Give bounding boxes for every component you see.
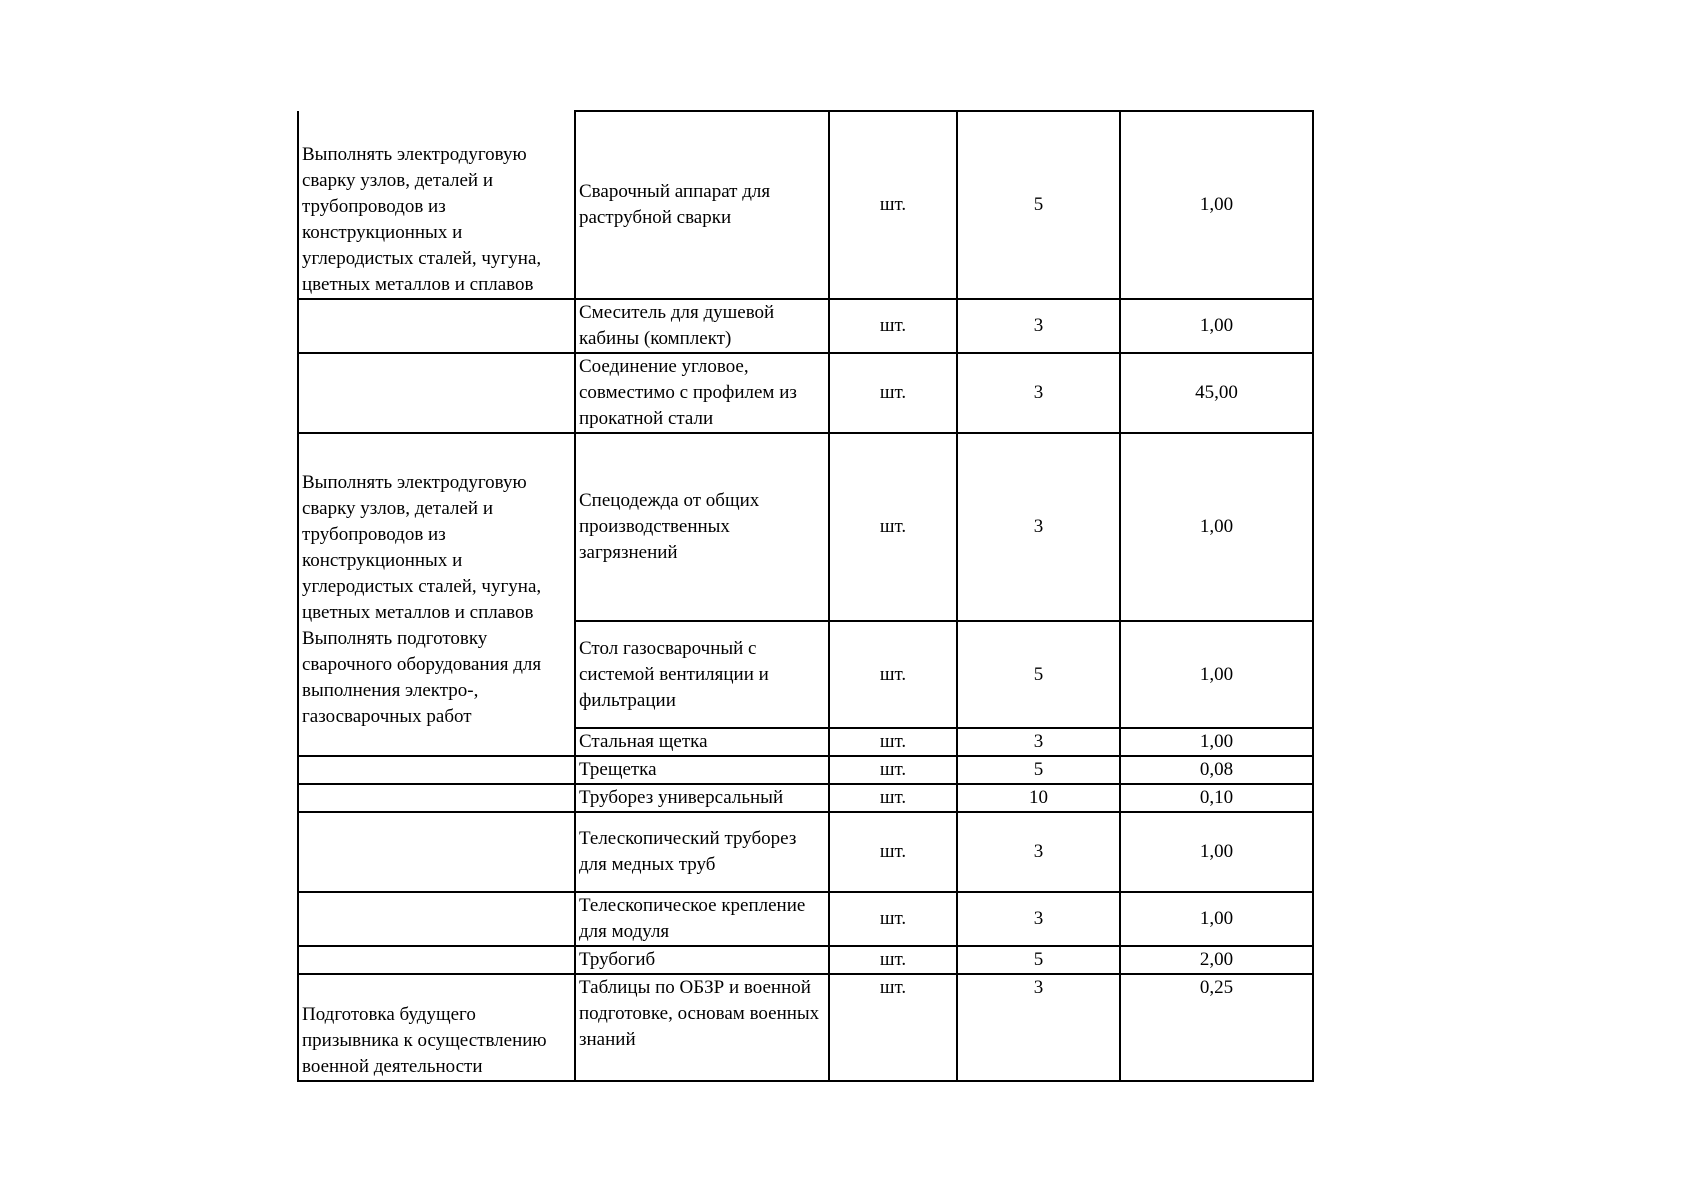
item-cell: Соединение угловое, совместимо с профилем из прокатной стали xyxy=(575,353,829,433)
unit-cell: шт. xyxy=(829,812,957,892)
value-cell: 1,00 xyxy=(1120,728,1313,756)
item-cell: Телескопическое крепление для модуля xyxy=(575,892,829,946)
quantity-cell: 10 xyxy=(957,784,1120,812)
value-cell: 1,00 xyxy=(1120,299,1313,353)
equipment-table xyxy=(297,110,1314,1082)
table-row xyxy=(298,299,1313,353)
unit-cell: шт. xyxy=(829,946,957,974)
value-cell: 1,00 xyxy=(1120,433,1313,621)
competency-cell: Выполнять электродуговую сварку узлов, деталей и трубопроводов из конструкционных и углеродистых сталей, чугуна, цветных металлов и сплавов xyxy=(298,111,575,299)
quantity-cell: 3 xyxy=(957,433,1120,621)
competency-cell xyxy=(298,353,575,433)
table-row xyxy=(298,756,1313,784)
value-cell: 0,08 xyxy=(1120,756,1313,784)
competency-cell xyxy=(298,812,575,892)
quantity-cell: 3 xyxy=(957,728,1120,756)
quantity-cell: 3 xyxy=(957,892,1120,946)
competency-cell xyxy=(298,756,575,784)
competency-cell: Подготовка будущего призывника к осуществлению военной деятельности xyxy=(298,974,575,1081)
quantity-cell: 5 xyxy=(957,756,1120,784)
item-cell: Спецодежда от общих производственных загрязнений xyxy=(575,433,829,621)
quantity-cell: 3 xyxy=(957,299,1120,353)
competency-cell xyxy=(298,784,575,812)
value-cell: 0,10 xyxy=(1120,784,1313,812)
unit-cell: шт. xyxy=(829,621,957,728)
quantity-cell: 3 xyxy=(957,812,1120,892)
table-row xyxy=(298,353,1313,433)
value-cell: 1,00 xyxy=(1120,111,1313,299)
quantity-cell: 5 xyxy=(957,111,1120,299)
unit-cell: шт. xyxy=(829,433,957,621)
value-cell: 2,00 xyxy=(1120,946,1313,974)
unit-cell: шт. xyxy=(829,299,957,353)
value-cell: 1,00 xyxy=(1120,621,1313,728)
table-row xyxy=(298,812,1313,892)
competency-cell xyxy=(298,892,575,946)
competency-cell xyxy=(298,433,575,756)
item-cell: Таблицы по ОБЗР и военной подготовке, основам военных знаний xyxy=(575,974,829,1081)
quantity-cell: 5 xyxy=(957,621,1120,728)
competency-text: Выполнять электродуговую сварку узлов, деталей и трубопроводов из конструкционных и углеродистых сталей, чугуна, цветных металлов и сплавов xyxy=(302,472,542,623)
value-cell: 1,00 xyxy=(1120,812,1313,892)
competency-text-secondary: Выполнять подготовку сварочного оборудования для выполнения электро-, газосварочных работ xyxy=(302,628,542,727)
item-cell: Трещетка xyxy=(575,756,829,784)
table-row xyxy=(298,892,1313,946)
quantity-cell: 3 xyxy=(957,974,1120,1081)
unit-cell: шт. xyxy=(829,353,957,433)
unit-cell: шт. xyxy=(829,756,957,784)
table-row xyxy=(298,111,1313,299)
competency-cell xyxy=(298,946,575,974)
quantity-cell: 5 xyxy=(957,946,1120,974)
item-cell: Стол газосварочный с системой вентиляции и фильтрации xyxy=(575,621,829,728)
value-cell: 45,00 xyxy=(1120,353,1313,433)
value-cell: 0,25 xyxy=(1120,974,1313,1081)
item-cell: Смеситель для душевой кабины (комплект) xyxy=(575,299,829,353)
unit-cell: шт. xyxy=(829,728,957,756)
unit-cell: шт. xyxy=(829,974,957,1081)
table-row xyxy=(298,433,1313,621)
item-cell: Сварочный аппарат для раструбной сварки xyxy=(575,111,829,299)
item-cell: Трубогиб xyxy=(575,946,829,974)
unit-cell: шт. xyxy=(829,111,957,299)
item-cell: Телескопический труборез для медных труб xyxy=(575,812,829,892)
table-row xyxy=(298,946,1313,974)
unit-cell: шт. xyxy=(829,892,957,946)
item-cell: Труборез универсальный xyxy=(575,784,829,812)
competency-cell xyxy=(298,299,575,353)
value-cell: 1,00 xyxy=(1120,892,1313,946)
item-cell: Стальная щетка xyxy=(575,728,829,756)
table-row xyxy=(298,974,1313,1081)
table-row xyxy=(298,784,1313,812)
unit-cell: шт. xyxy=(829,784,957,812)
quantity-cell: 3 xyxy=(957,353,1120,433)
